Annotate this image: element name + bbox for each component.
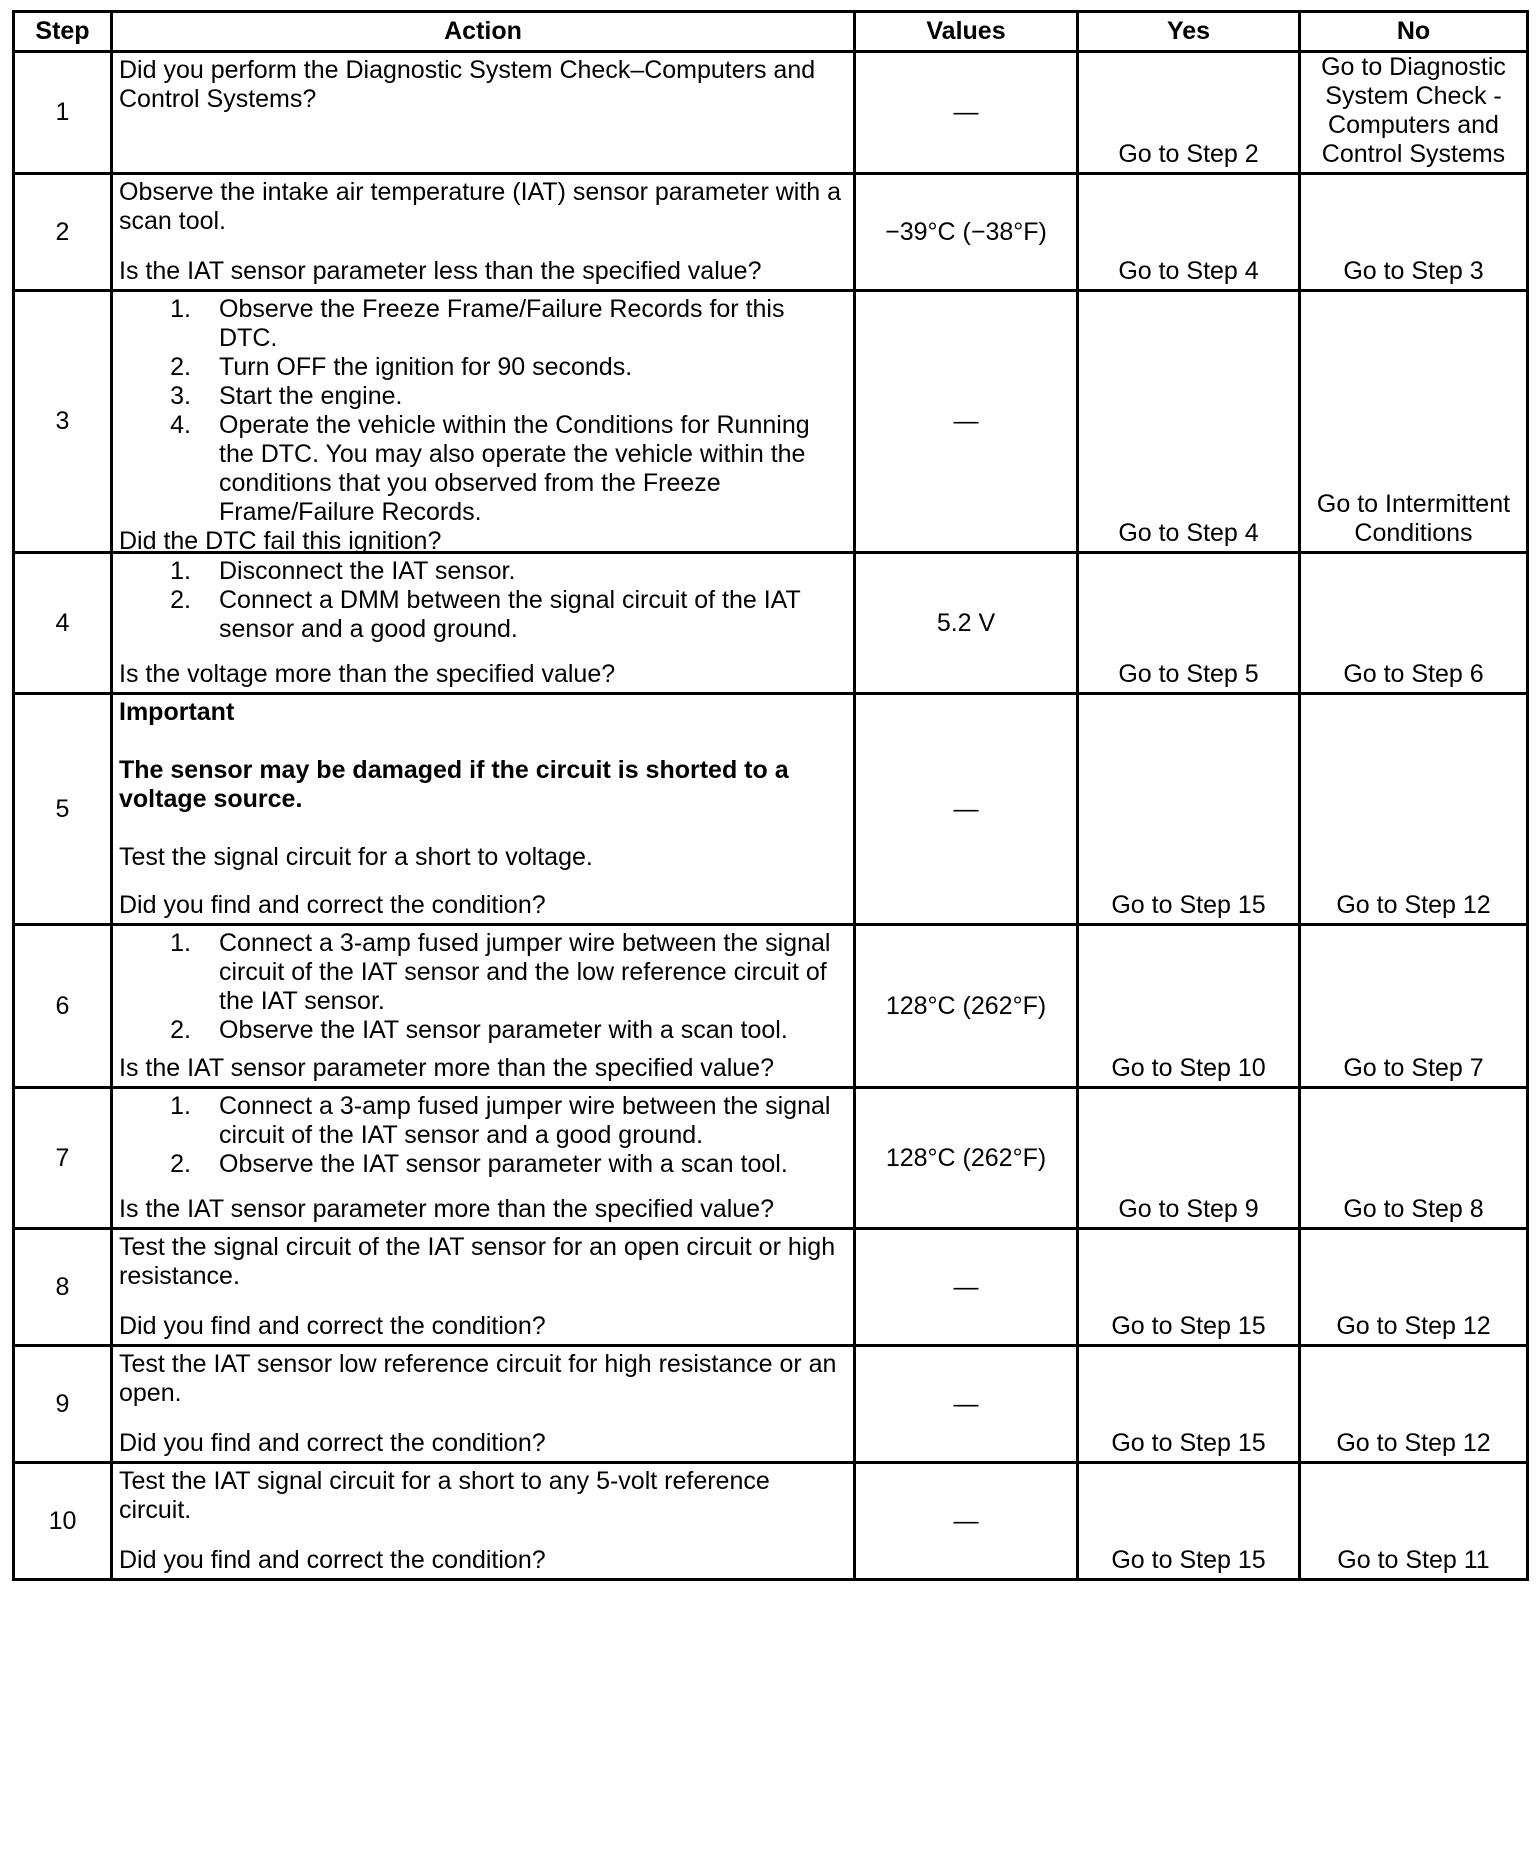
- specified-value: 128°C (262°F): [855, 1088, 1078, 1229]
- specified-value: —: [855, 694, 1078, 925]
- yes-outcome: Go to Step 5: [1078, 553, 1300, 694]
- no-outcome: Go to Step 8: [1300, 1088, 1528, 1229]
- table-body: [14, 52, 1528, 1580]
- procedure-step-number: 1.: [170, 1092, 191, 1120]
- procedure-step-number: 2.: [170, 1016, 191, 1044]
- action-cell: [112, 1463, 855, 1580]
- action-question: Did you find and correct the condition?: [119, 1312, 546, 1340]
- procedure-step: [119, 1150, 847, 1179]
- action-content: [119, 1233, 847, 1341]
- diagnostic-table-container: [12, 10, 1526, 1581]
- procedure-step-text: Observe the IAT sensor parameter with a scan tool.: [219, 1150, 788, 1178]
- procedure-step: [119, 929, 847, 1016]
- step-number: 8: [14, 1229, 112, 1346]
- action-cell: [112, 1346, 855, 1463]
- header-action: Action: [112, 12, 855, 52]
- specified-value: —: [855, 1346, 1078, 1463]
- procedure-step-number: 1.: [170, 557, 191, 585]
- specified-value: —: [855, 1463, 1078, 1580]
- procedure-steps: [119, 557, 847, 644]
- action-content: [119, 1350, 847, 1458]
- action-content: [119, 557, 847, 689]
- procedure-step: [119, 353, 847, 382]
- table-row: [14, 553, 1528, 694]
- table-row: [14, 694, 1528, 925]
- procedure-step-text: Start the engine.: [219, 382, 403, 410]
- action-content: [119, 1467, 847, 1575]
- yes-outcome: Go to Step 15: [1078, 1229, 1300, 1346]
- header-no: No: [1300, 12, 1528, 52]
- step-number: 5: [14, 694, 112, 925]
- action-instructions: [119, 56, 847, 114]
- no-outcome: Go to Intermittent Conditions: [1300, 291, 1528, 553]
- table-row: [14, 291, 1528, 553]
- procedure-step-text: Observe the IAT sensor parameter with a scan tool.: [219, 1016, 788, 1044]
- step-number: 2: [14, 174, 112, 291]
- table-row: [14, 174, 1528, 291]
- no-outcome: Go to Step 12: [1300, 694, 1528, 925]
- action-instructions: [119, 929, 847, 1045]
- procedure-step: [119, 295, 847, 353]
- action-question: Did you find and correct the condition?: [119, 1429, 546, 1457]
- action-question: Is the IAT sensor parameter more than the specified value?: [119, 1195, 774, 1223]
- action-instructions: [119, 178, 847, 236]
- procedure-step-text: Disconnect the IAT sensor.: [219, 557, 516, 585]
- action-content: [119, 698, 847, 920]
- specified-value: 5.2 V: [855, 553, 1078, 694]
- step-number: 3: [14, 291, 112, 553]
- action-content: [119, 1092, 847, 1224]
- action-instructions: [119, 698, 847, 872]
- table-row: [14, 1088, 1528, 1229]
- no-outcome: Go to Step 3: [1300, 174, 1528, 291]
- action-content: [119, 295, 847, 555]
- procedure-step-number: 2.: [170, 353, 191, 381]
- procedure-step-text: Operate the vehicle within the Conditions for Running the DTC. You may also operate the vehicle within the conditions that you observed from the Freeze Frame/Failure Records.: [219, 411, 810, 526]
- important-note: The sensor may be damaged if the circuit is shorted to a voltage source.: [119, 756, 789, 813]
- action-instructions: [119, 1467, 847, 1525]
- yes-outcome: Go to Step 15: [1078, 1463, 1300, 1580]
- action-text: Test the IAT signal circuit for a short to any 5-volt reference circuit.: [119, 1467, 770, 1524]
- no-outcome: Go to Step 7: [1300, 925, 1528, 1088]
- step-number: 7: [14, 1088, 112, 1229]
- action-cell: [112, 553, 855, 694]
- action-question: Did you find and correct the condition?: [119, 1546, 546, 1574]
- yes-outcome: Go to Step 15: [1078, 694, 1300, 925]
- action-cell: [112, 694, 855, 925]
- step-number: 4: [14, 553, 112, 694]
- table-row: [14, 1229, 1528, 1346]
- procedure-step-text: Connect a DMM between the signal circuit of the IAT sensor and a good ground.: [219, 586, 801, 643]
- action-question: Is the IAT sensor parameter less than the specified value?: [119, 257, 762, 285]
- action-question: Is the IAT sensor parameter more than the specified value?: [119, 1054, 774, 1082]
- header-values: Values: [855, 12, 1078, 52]
- procedure-step: [119, 411, 847, 527]
- table-row: [14, 52, 1528, 174]
- no-outcome: Go to Step 6: [1300, 553, 1528, 694]
- specified-value: —: [855, 1229, 1078, 1346]
- specified-value: 128°C (262°F): [855, 925, 1078, 1088]
- step-number: 1: [14, 52, 112, 174]
- procedure-step: [119, 382, 847, 411]
- action-instructions: [119, 1092, 847, 1179]
- header-step: Step: [14, 12, 112, 52]
- action-instructions: [119, 295, 847, 527]
- action-text: Test the signal circuit of the IAT sensor for an open circuit or high resistance.: [119, 1233, 836, 1290]
- action-text: Did you perform the Diagnostic System Check–Computers and Control Systems?: [119, 56, 816, 113]
- action-content: [119, 929, 847, 1083]
- procedure-step-number: 3.: [170, 382, 191, 410]
- action-instructions: [119, 1233, 847, 1291]
- action-instructions: [119, 557, 847, 644]
- specified-value: —: [855, 52, 1078, 174]
- action-cell: [112, 1088, 855, 1229]
- yes-outcome: Go to Step 4: [1078, 291, 1300, 553]
- procedure-steps: [119, 1092, 847, 1179]
- yes-outcome: Go to Step 4: [1078, 174, 1300, 291]
- important-note: Important: [119, 698, 235, 726]
- table-row: [14, 1463, 1528, 1580]
- procedure-step: [119, 557, 847, 586]
- action-content: [119, 56, 847, 152]
- no-outcome: Go to Step 11: [1300, 1463, 1528, 1580]
- yes-outcome: Go to Step 10: [1078, 925, 1300, 1088]
- action-instructions: [119, 1350, 847, 1408]
- action-question: Did the DTC fail this ignition?: [119, 527, 442, 555]
- action-text: Observe the intake air temperature (IAT) sensor parameter with a scan tool.: [119, 178, 842, 235]
- no-outcome: Go to Step 12: [1300, 1346, 1528, 1463]
- procedure-step: [119, 586, 847, 644]
- table-row: [14, 1346, 1528, 1463]
- table-header-row: [14, 12, 1528, 52]
- procedure-step-text: Connect a 3-amp fused jumper wire between the signal circuit of the IAT sensor and the low reference circuit of the IAT sensor.: [219, 929, 831, 1015]
- procedure-step-number: 2.: [170, 586, 191, 614]
- procedure-steps: [119, 929, 847, 1045]
- procedure-step-number: 1.: [170, 929, 191, 957]
- procedure-step-text: Observe the Freeze Frame/Failure Records for this DTC.: [219, 295, 785, 352]
- procedure-step: [119, 1092, 847, 1150]
- yes-outcome: Go to Step 15: [1078, 1346, 1300, 1463]
- action-cell: [112, 52, 855, 174]
- action-question: Did you find and correct the condition?: [119, 891, 546, 919]
- header-yes: Yes: [1078, 12, 1300, 52]
- procedure-step-text: Turn OFF the ignition for 90 seconds.: [219, 353, 633, 381]
- no-outcome: Go to Step 12: [1300, 1229, 1528, 1346]
- procedure-step-number: 2.: [170, 1150, 191, 1178]
- step-number: 10: [14, 1463, 112, 1580]
- specified-value: −39°C (−38°F): [855, 174, 1078, 291]
- diagnostic-table: [12, 10, 1529, 1581]
- action-text: Test the IAT sensor low reference circuit for high resistance or an open.: [119, 1350, 837, 1407]
- action-text: Test the signal circuit for a short to voltage.: [119, 843, 593, 871]
- yes-outcome: Go to Step 2: [1078, 52, 1300, 174]
- action-cell: [112, 291, 855, 553]
- action-question: Is the voltage more than the specified value?: [119, 660, 616, 688]
- procedure-step: [119, 1016, 847, 1045]
- action-cell: [112, 174, 855, 291]
- procedure-step-number: 4.: [170, 411, 191, 439]
- procedure-step-number: 1.: [170, 295, 191, 323]
- procedure-steps: [119, 295, 847, 527]
- step-number: 6: [14, 925, 112, 1088]
- procedure-step-text: Connect a 3-amp fused jumper wire between the signal circuit of the IAT sensor and a good ground.: [219, 1092, 831, 1149]
- action-content: [119, 178, 847, 286]
- action-cell: [112, 925, 855, 1088]
- action-cell: [112, 1229, 855, 1346]
- yes-outcome: Go to Step 9: [1078, 1088, 1300, 1229]
- table-row: [14, 925, 1528, 1088]
- step-number: 9: [14, 1346, 112, 1463]
- no-outcome: Go to Diagnostic System Check - Computers and Control Systems: [1300, 52, 1528, 174]
- specified-value: —: [855, 291, 1078, 553]
